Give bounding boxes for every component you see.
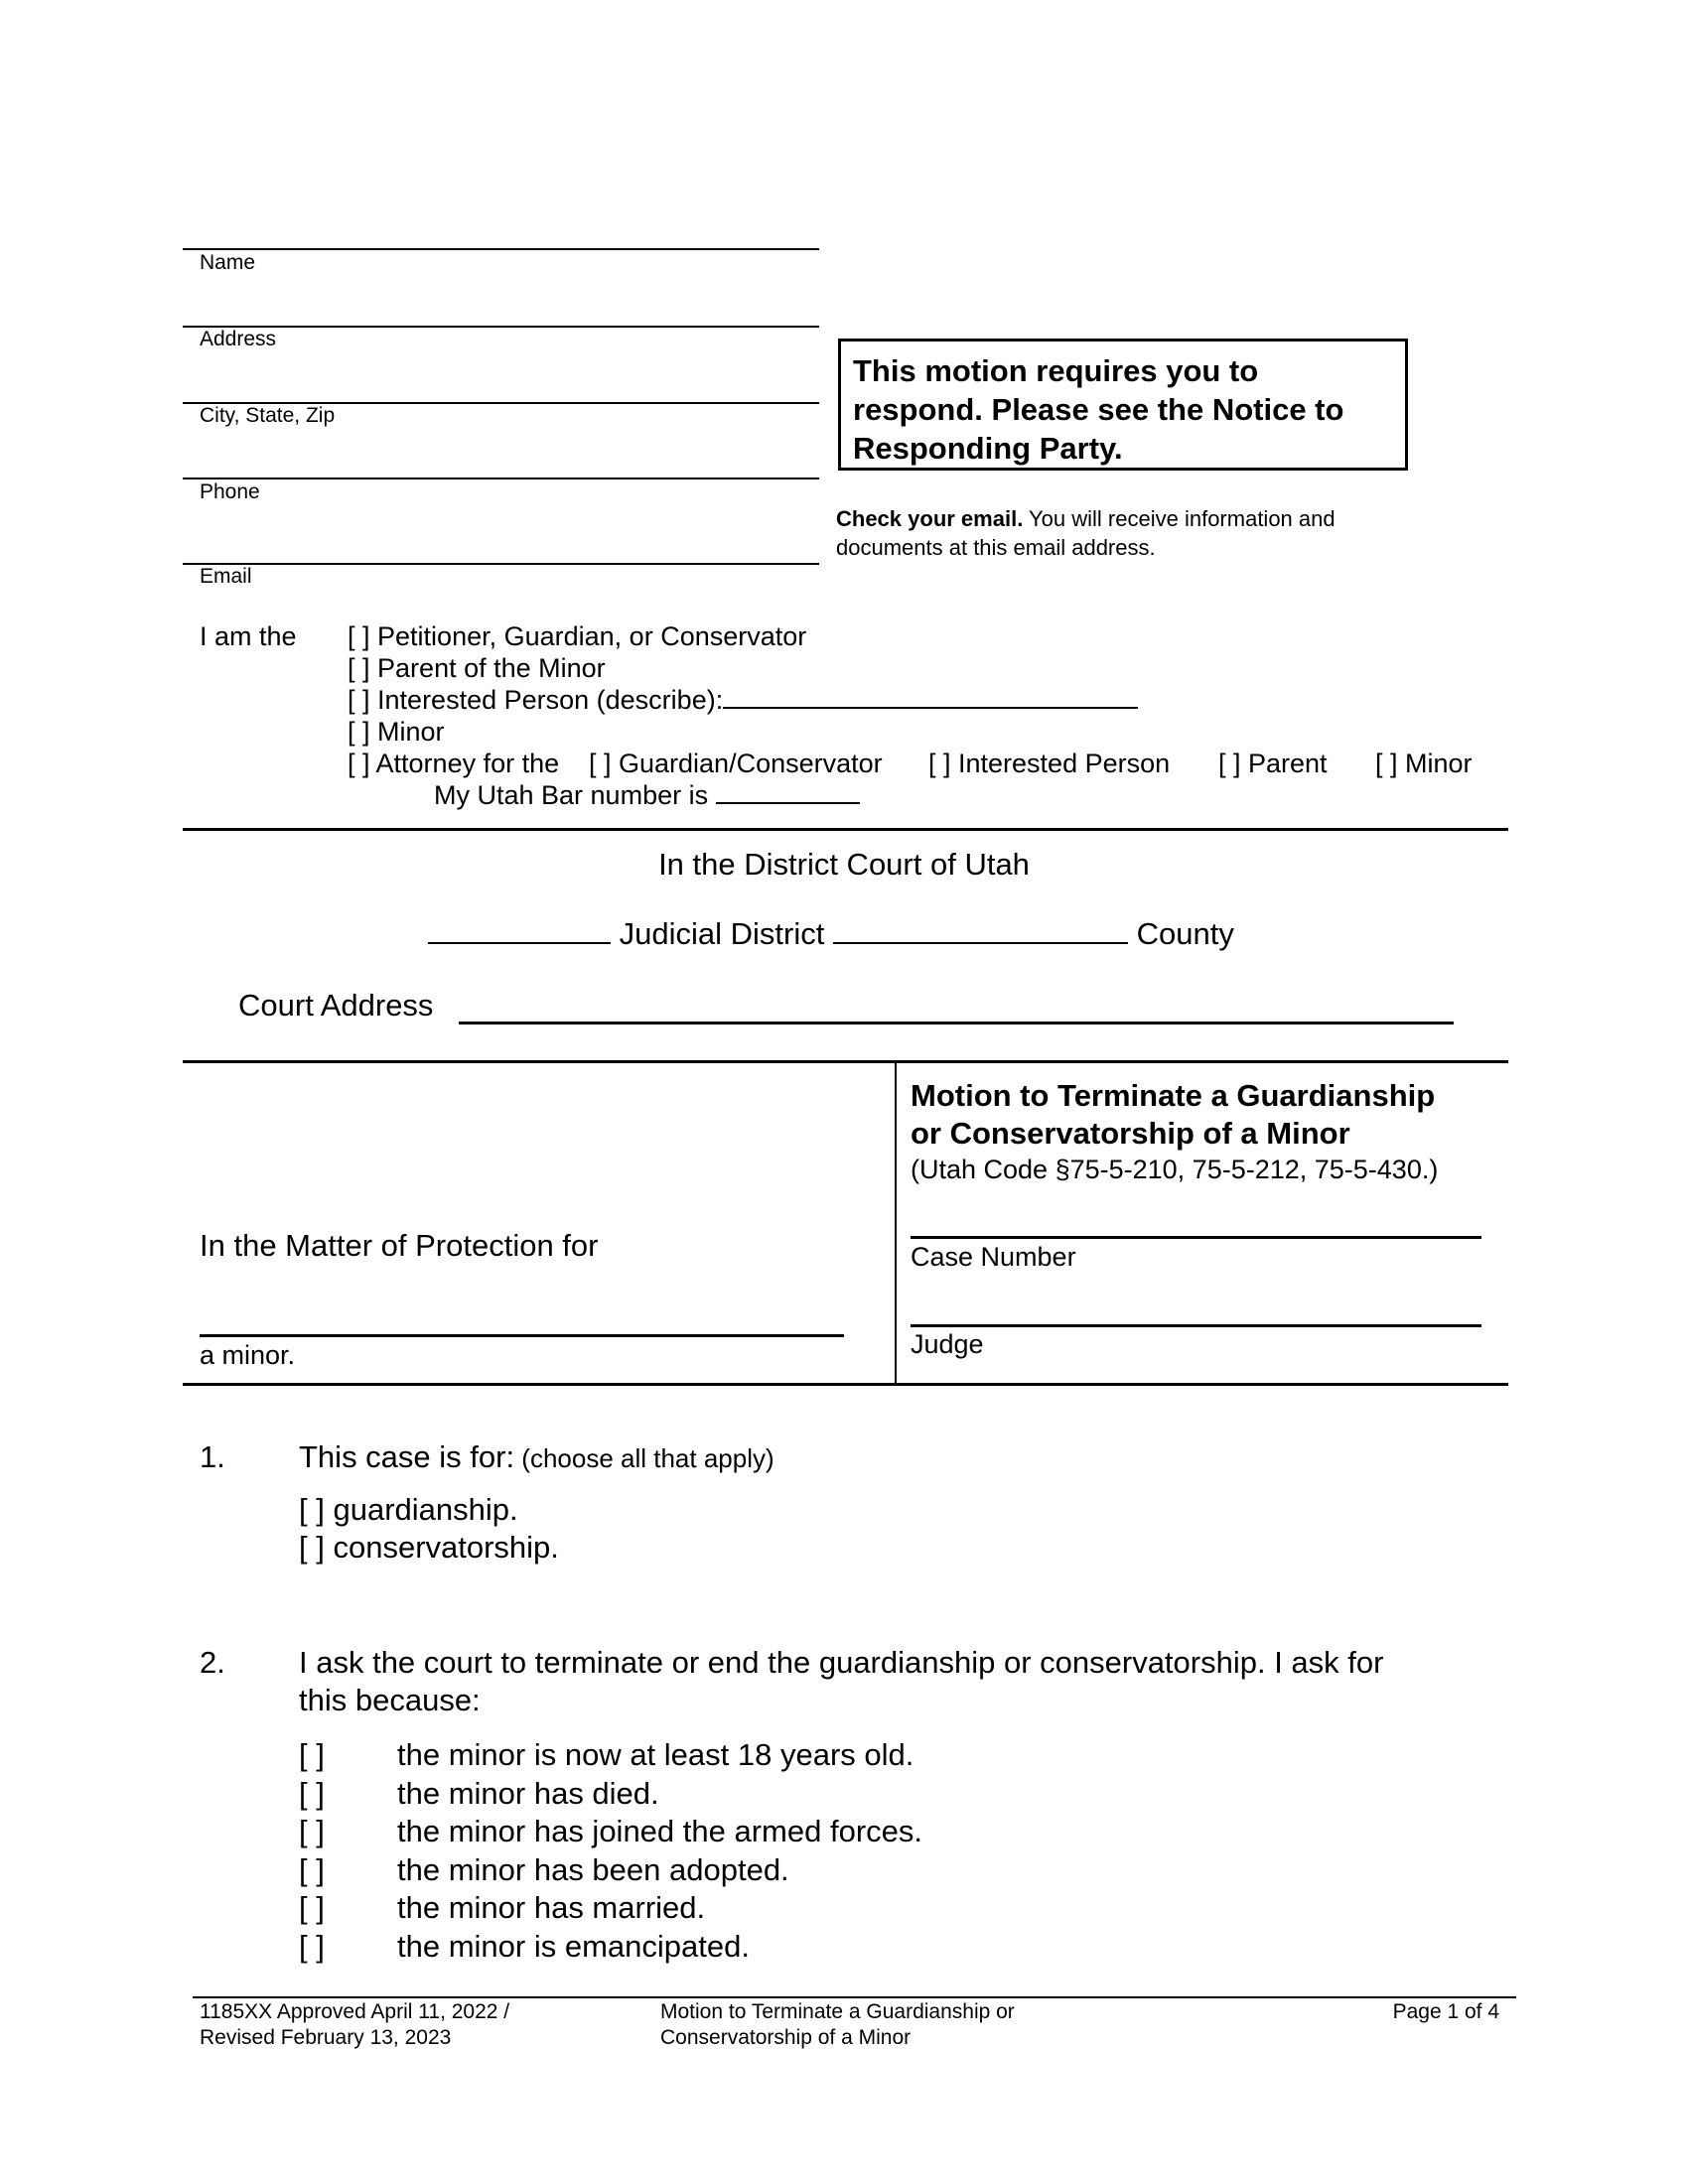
checkbox[interactable]: [ ] bbox=[299, 1928, 325, 1964]
item2-line2: this because: bbox=[299, 1683, 481, 1717]
notice-text: This motion requires you to respond. Please see the Notice to Responding Party. bbox=[853, 353, 1344, 466]
checkbox[interactable]: [ ] bbox=[348, 717, 370, 747]
phone-label: Phone bbox=[200, 480, 260, 503]
attorney-for-interested[interactable]: [ ] Interested Person bbox=[928, 749, 1171, 778]
reason-option[interactable] bbox=[299, 1928, 750, 1965]
footer-rule bbox=[193, 1996, 1516, 1998]
reason-label: the minor has been adopted. bbox=[397, 1851, 789, 1887]
option-label: Parent of the Minor bbox=[377, 653, 606, 683]
caption-bottom-rule bbox=[183, 1383, 1508, 1386]
reason-option[interactable] bbox=[299, 1890, 706, 1926]
i-am-label: I am the bbox=[200, 621, 297, 651]
name-line[interactable] bbox=[183, 248, 819, 250]
item1-option-guardianship[interactable] bbox=[299, 1492, 518, 1528]
code-citation: (Utah Code §75-5-210, 75-5-212, 75-5-430.) bbox=[911, 1155, 1439, 1184]
checkbox[interactable]: [ ] bbox=[299, 1851, 325, 1887]
email-note-text: You will receive information and documents at this email address. bbox=[836, 506, 1336, 560]
role-option-attorney[interactable] bbox=[348, 749, 559, 779]
describe-line[interactable] bbox=[723, 706, 1138, 709]
minor-label: a minor. bbox=[200, 1340, 296, 1370]
county-line[interactable] bbox=[833, 941, 1128, 944]
reason-label: the minor has married. bbox=[397, 1890, 706, 1925]
footer-version-1: 1185XX Approved April 11, 2022 / bbox=[200, 2000, 510, 2023]
checkbox[interactable]: [ ] bbox=[299, 1492, 325, 1527]
reason-option[interactable] bbox=[299, 1851, 789, 1888]
checkbox[interactable]: [ ] bbox=[348, 749, 370, 778]
role-option-minor[interactable] bbox=[348, 717, 445, 748]
checkbox[interactable]: [ ] bbox=[299, 1890, 325, 1925]
court-address-line[interactable] bbox=[459, 1022, 1454, 1024]
court-address-label: Court Address bbox=[238, 988, 434, 1023]
reason-option[interactable] bbox=[299, 1814, 922, 1849]
item1-label: This case is for: bbox=[299, 1439, 515, 1474]
checkbox[interactable]: [ ] bbox=[348, 653, 370, 683]
page-number: Page 1 of 4 bbox=[1392, 2000, 1499, 2023]
item1-hint: (choose all that apply) bbox=[514, 1443, 774, 1473]
case-number-label: Case Number bbox=[911, 1242, 1076, 1272]
reason-label: the minor is now at least 18 years old. bbox=[397, 1737, 914, 1772]
footer-title-2: Conservatorship of a Minor bbox=[660, 2026, 912, 2049]
email-line[interactable] bbox=[183, 563, 819, 565]
attorney-for-minor[interactable]: [ ] Minor bbox=[1375, 749, 1473, 778]
option-label: Interested Person (describe): bbox=[377, 685, 724, 715]
judicial-district-label: Judicial District bbox=[619, 916, 825, 951]
judge-label: Judge bbox=[911, 1329, 984, 1359]
reason-label: the minor is emancipated. bbox=[397, 1928, 750, 1964]
role-option-parent[interactable] bbox=[348, 653, 606, 684]
caption-top-rule bbox=[183, 1060, 1508, 1063]
option-label: Attorney for the bbox=[375, 749, 560, 778]
address-line[interactable] bbox=[183, 326, 819, 328]
form-title-line1: Motion to Terminate a Guardianship bbox=[911, 1078, 1436, 1113]
option-label: Petitioner, Guardian, or Conservator bbox=[377, 621, 807, 651]
footer-title-1: Motion to Terminate a Guardianship or bbox=[660, 2000, 1015, 2023]
name-label: Name bbox=[200, 251, 256, 274]
role-option-interested[interactable] bbox=[348, 685, 1138, 716]
checkbox[interactable]: [ ] bbox=[299, 1814, 325, 1848]
city-label: City, State, Zip bbox=[200, 404, 336, 427]
checkbox[interactable]: [ ] bbox=[348, 621, 370, 651]
footer-version-2: Revised February 13, 2023 bbox=[200, 2026, 452, 2049]
attorney-for-parent[interactable]: [ ] Parent bbox=[1218, 749, 1328, 778]
item2-number: 2. bbox=[200, 1645, 225, 1680]
bar-number-label: My Utah Bar number is bbox=[434, 780, 709, 810]
bar-number-line[interactable] bbox=[716, 801, 860, 804]
address-label: Address bbox=[200, 328, 277, 350]
notice-box bbox=[838, 339, 1408, 471]
phone-line[interactable] bbox=[183, 478, 819, 479]
reason-option[interactable] bbox=[299, 1737, 914, 1773]
checkbox[interactable]: [ ] bbox=[299, 1530, 325, 1565]
checkbox[interactable]: [ ] bbox=[348, 685, 370, 715]
form-title-line2: or Conservatorship of a Minor bbox=[911, 1116, 1350, 1151]
bar-number bbox=[434, 780, 860, 811]
case-number-line[interactable] bbox=[911, 1236, 1481, 1239]
court-title: In the District Court of Utah bbox=[658, 847, 1030, 882]
option-label: conservatorship. bbox=[333, 1530, 559, 1565]
judge-line[interactable] bbox=[911, 1324, 1481, 1327]
district-county bbox=[428, 916, 1234, 952]
matter-label: In the Matter of Protection for bbox=[200, 1228, 599, 1263]
divider-rule bbox=[183, 828, 1508, 831]
checkbox[interactable]: [ ] bbox=[299, 1775, 325, 1811]
email-note bbox=[836, 504, 1422, 562]
reason-label: the minor has joined the armed forces. bbox=[397, 1814, 922, 1848]
role-option-petitioner[interactable] bbox=[348, 621, 806, 652]
minor-name-line[interactable] bbox=[200, 1334, 844, 1337]
item1-number: 1. bbox=[200, 1439, 225, 1474]
caption-divider bbox=[895, 1061, 897, 1385]
reason-option[interactable] bbox=[299, 1775, 659, 1812]
county-label: County bbox=[1136, 916, 1234, 951]
option-label: Minor bbox=[377, 717, 445, 747]
option-label: guardianship. bbox=[333, 1492, 518, 1527]
item2-line1: I ask the court to terminate or end the guardianship or conservatorship. I ask for bbox=[299, 1645, 1384, 1680]
email-note-bold: Check your email. bbox=[836, 506, 1024, 531]
checkbox[interactable]: [ ] bbox=[299, 1737, 325, 1772]
email-label: Email bbox=[200, 565, 252, 588]
item1-option-conservatorship[interactable] bbox=[299, 1530, 559, 1566]
reason-label: the minor has died. bbox=[397, 1775, 659, 1811]
district-line[interactable] bbox=[428, 941, 611, 944]
attorney-for-guardian[interactable]: [ ] Guardian/Conservator bbox=[589, 749, 883, 778]
item1-text bbox=[299, 1439, 774, 1475]
